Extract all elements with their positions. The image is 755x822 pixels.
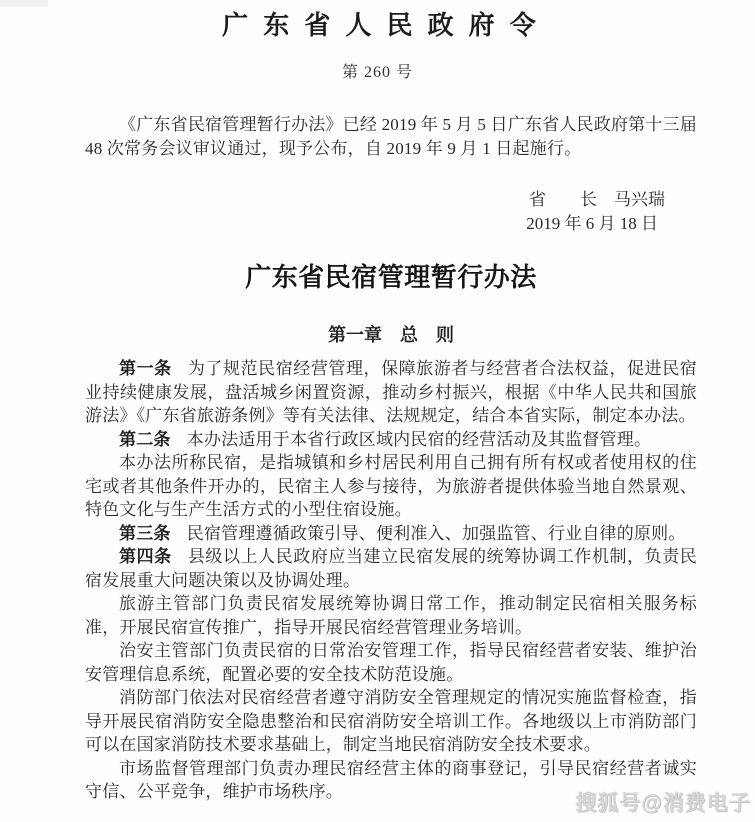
preamble-paragraph: 《广东省民宿管理暂行办法》已经 2019 年 5 月 5 日广东省人民政府第十三届 48 次常务会议审议通过，现予公布，自 2019 年 9 月 1 日起施行。	[85, 115, 697, 158]
watermark: 搜狐号@消费电子	[575, 792, 751, 815]
article-text: 县级以上人民政府应当建立民宿发展的统筹协调工作机制，负责民宿发展重大问题决策以及协调处理。	[85, 547, 697, 590]
article-number: 第一条	[119, 359, 172, 378]
article-paragraph	[85, 357, 697, 428]
article-text: 旅游主管部门负责民宿发展统筹协调日常工作，推动制定民宿相关服务标准，开展民宿宣传推广，指导开展民宿经营管理业务培训。	[85, 594, 697, 637]
law-title: 广东省民宿管理暂行办法	[245, 263, 537, 292]
article-number: 第四条	[119, 547, 172, 566]
signer-line	[85, 188, 697, 212]
signer-title-label: 省 长	[529, 190, 614, 209]
signer-name: 马兴瑞	[614, 190, 665, 209]
article-paragraph	[85, 451, 697, 522]
article-text: 本办法所称民宿，是指城镇和乡村居民利用自己拥有所有权或者使用权的住宅或者其他条件开办的，民宿主人参与接待，为旅游者提供体验当地自然景观、特色文化与生产生活方式的小型住宿设施。	[85, 453, 697, 519]
article-text: 本办法适用于本省行政区域内民宿的经营活动及其监督管理。	[186, 429, 652, 449]
article-paragraph	[85, 639, 697, 686]
article-text: 市场监督管理部门负责办理民宿经营主体的商事登记，引导民宿经营者诚实守信、公平竞争，维护市场秩序。	[85, 758, 697, 801]
article-number: 第三条	[119, 523, 171, 543]
scan-artifact	[0, 0, 48, 7]
article-paragraph	[85, 686, 697, 757]
articles-section	[85, 357, 697, 804]
order-number: 第 260 号	[341, 64, 413, 81]
article-paragraph	[85, 428, 697, 452]
signature-date: 2019 年 6 月 18 日	[526, 214, 658, 233]
document-content	[0, 113, 755, 804]
article-text: 治安主管部门负责民宿的日常治安管理工作，指导民宿经营者安装、维护治安管理信息系统，配置必要的安全技术防范设施。	[85, 641, 697, 684]
order-title: 广东省人民政府令	[222, 11, 551, 40]
article-paragraph	[85, 545, 697, 592]
article-text: 为了规范民宿经营管理，保障旅游者与经营者合法权益，促进民宿业持续健康发展，盘活城乡闲置资源，推动乡村振兴，根据《中华人民共和国旅游法》《广东省旅游条例》等有关法律、法规规定，结合本省实际，制定本办法。	[85, 359, 697, 425]
article-text: 民宿管理遵循政策引导、便利准入、加强监管、行业自律的原则。	[186, 523, 686, 543]
article-paragraph	[85, 592, 697, 639]
article-text: 消防部门依法对民宿经营者遵守消防安全管理规定的情况实施监督检查，指导开展民宿消防安全隐患整治和民宿消防安全培训工作。各地级以上市消防部门可以在国家消防技术要求基础上，制定当地民宿消防安全技术要求。	[85, 688, 697, 754]
article-paragraph	[85, 522, 697, 546]
signature-block	[85, 188, 697, 236]
chapter-heading: 第一章 总 则	[328, 325, 454, 345]
article-number: 第二条	[119, 429, 171, 449]
